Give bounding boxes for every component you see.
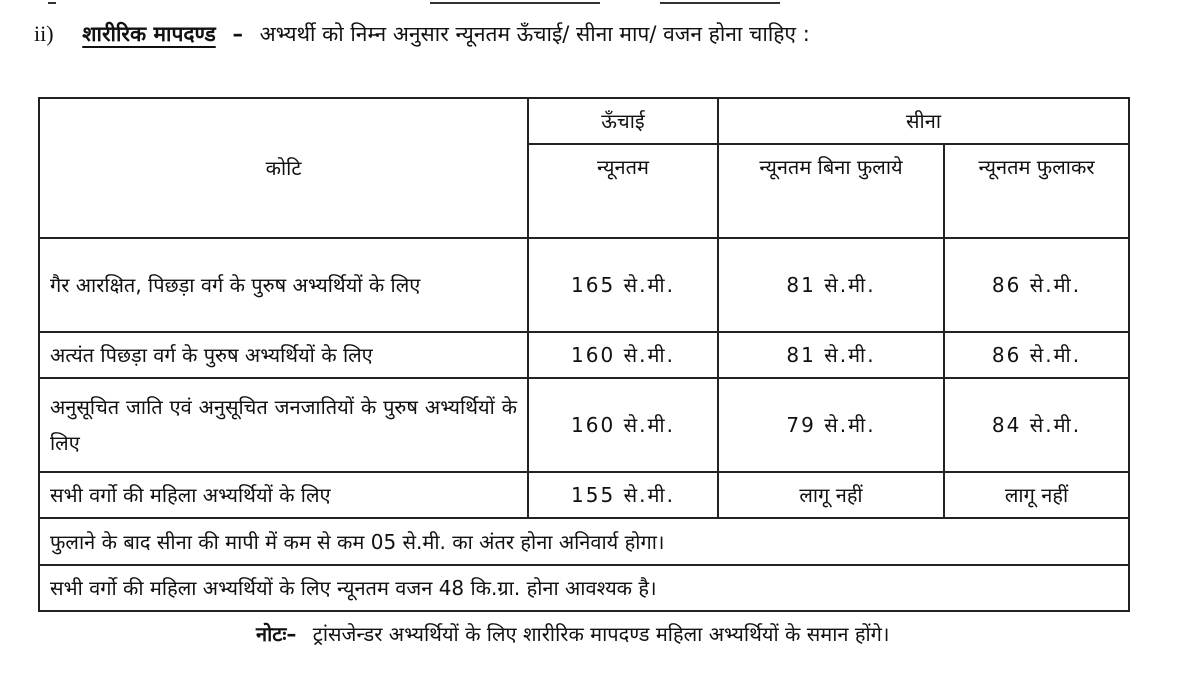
height-cell: 165 से.मी. <box>528 238 718 332</box>
chest-unexpanded-cell: लागू नहीं <box>718 472 944 518</box>
header-category: कोटि <box>39 98 528 238</box>
header-chest-unexpanded: न्यूनतम बिना फुलाये <box>718 144 944 238</box>
height-cell: 155 से.मी. <box>528 472 718 518</box>
height-cell: 160 से.मी. <box>528 332 718 378</box>
section-intro-text: अभ्यर्थी को निम्न अनुसार न्यूनतम ऊँचाई/ सीना माप/ वजन होना चाहिए : <box>259 22 810 46</box>
category-cell: सभी वर्गो की महिला अभ्यर्थियों के लिए <box>39 472 528 518</box>
transgender-note <box>256 620 889 647</box>
section-title: शारीरिक मापदण्ड <box>82 22 216 46</box>
height-cell: 160 से.मी. <box>528 378 718 472</box>
table-row <box>39 332 1129 378</box>
table-footer-row <box>39 565 1129 611</box>
chest-unexpanded-cell: 81 से.मी. <box>718 332 944 378</box>
table-header-row <box>39 98 1129 144</box>
category-cell: गैर आरक्षित, पिछड़ा वर्ग के पुरुष अभ्यर्थियों के लिए <box>39 238 528 332</box>
table-row <box>39 378 1129 472</box>
header-chest-expanded: न्यूनतम फुलाकर <box>944 144 1129 238</box>
cropped-previous-line <box>0 0 1200 6</box>
chest-expanded-cell: 86 से.मी. <box>944 332 1129 378</box>
chest-unexpanded-cell: 79 से.मी. <box>718 378 944 472</box>
chest-unexpanded-cell: 81 से.मी. <box>718 238 944 332</box>
physical-standards-table <box>38 97 1130 612</box>
table-footer-row <box>39 518 1129 565</box>
table-row <box>39 472 1129 518</box>
header-height-group: ऊँचाई <box>528 98 718 144</box>
header-height-min: न्यूनतम <box>528 144 718 238</box>
category-cell: अनुसूचित जाति एवं अनुसूचित जनजातियों के पुरुष अभ्यर्थियों के लिए <box>39 378 528 472</box>
women-weight-rule: सभी वर्गो की महिला अभ्यर्थियों के लिए न्यूनतम वजन 48 कि.ग्रा. होना आवश्यक है। <box>39 565 1129 611</box>
section-number: ii) <box>34 21 54 46</box>
note-text: ट्रांसजेन्डर अभ्यर्थियों के लिए शारीरिक मापदण्ड महिला अभ्यर्थियों के समान होंगे। <box>312 622 890 646</box>
category-cell: अत्यंत पिछड़ा वर्ग के पुरुष अभ्यर्थियों के लिए <box>39 332 528 378</box>
table-row <box>39 238 1129 332</box>
section-dash: – <box>232 22 243 46</box>
section-heading <box>34 20 810 48</box>
chest-expanded-cell: 86 से.मी. <box>944 238 1129 332</box>
chest-expanded-cell: 84 से.मी. <box>944 378 1129 472</box>
note-label: नोटः– <box>256 622 297 646</box>
chest-expanded-cell: लागू नहीं <box>944 472 1129 518</box>
chest-expansion-rule: फुलाने के बाद सीना की मापी में कम से कम 05 से.मी. का अंतर होना अनिवार्य होगा। <box>39 518 1129 565</box>
header-chest-group: सीना <box>718 98 1129 144</box>
